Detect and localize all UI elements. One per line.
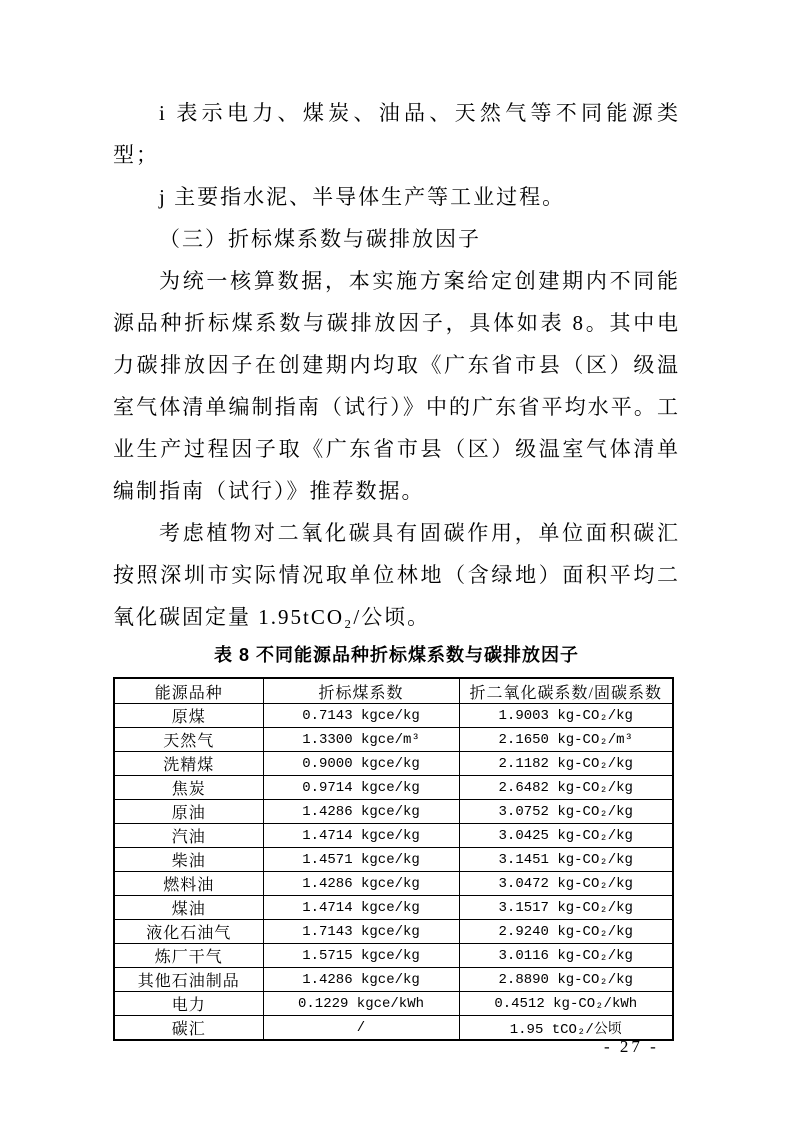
table-cell: 1.4286 kgce/kg — [263, 800, 459, 824]
table-row — [114, 800, 673, 824]
table-cell: 1.9003 kg-CO₂/kg — [459, 704, 673, 728]
table-cell: / — [263, 1016, 459, 1041]
table-cell: 燃料油 — [114, 872, 263, 896]
table-row — [114, 704, 673, 728]
header-co2-factor: 折二氧化碳系数/固碳系数 — [459, 678, 673, 704]
table-row — [114, 872, 673, 896]
table-row — [114, 728, 673, 752]
table-cell: 0.9714 kgce/kg — [263, 776, 459, 800]
table-cell: 原油 — [114, 800, 263, 824]
energy-factor-table — [113, 677, 674, 1041]
table-cell: 碳汇 — [114, 1016, 263, 1041]
table-row — [114, 992, 673, 1016]
table-cell: 0.9000 kgce/kg — [263, 752, 459, 776]
table-cell: 原煤 — [114, 704, 263, 728]
table-row — [114, 776, 673, 800]
table-row — [114, 848, 673, 872]
table-cell: 柴油 — [114, 848, 263, 872]
table-cell: 0.1229 kgce/kWh — [263, 992, 459, 1016]
table-cell: 电力 — [114, 992, 263, 1016]
table-cell: 1.4286 kgce/kg — [263, 872, 459, 896]
table-cell: 焦炭 — [114, 776, 263, 800]
table-cell: 3.0472 kg-CO₂/kg — [459, 872, 673, 896]
table-cell: 汽油 — [114, 824, 263, 848]
table-header-row — [114, 678, 673, 704]
table-cell: 0.7143 kgce/kg — [263, 704, 459, 728]
table-cell: 3.1517 kg-CO₂/kg — [459, 896, 673, 920]
table-cell: 3.1451 kg-CO₂/kg — [459, 848, 673, 872]
table-cell: 洗精煤 — [114, 752, 263, 776]
table-cell: 天然气 — [114, 728, 263, 752]
table-row — [114, 944, 673, 968]
table-cell: 3.0116 kg-CO₂/kg — [459, 944, 673, 968]
table-cell: 1.4714 kgce/kg — [263, 824, 459, 848]
section-heading: （三）折标煤系数与碳排放因子 — [159, 227, 481, 251]
paragraph-carbon-sink: 考虑植物对二氧化碳具有固碳作用，单位面积碳汇按照深圳市实际情况取单位林地（含绿地）面积平均二氧化碳固定量 1.95tCO₂/公顷。 — [113, 521, 680, 629]
table-cell: 0.4512 kg-CO₂/kWh — [459, 992, 673, 1016]
table-cell: 1.3300 kgce/m³ — [263, 728, 459, 752]
table-cell: 炼厂干气 — [114, 944, 263, 968]
page-number: - 27 - — [604, 1037, 659, 1056]
table-cell: 1.4286 kgce/kg — [263, 968, 459, 992]
table-cell: 1.4714 kgce/kg — [263, 896, 459, 920]
table-cell: 3.0752 kg-CO₂/kg — [459, 800, 673, 824]
document-content — [113, 92, 680, 1041]
table-row — [114, 896, 673, 920]
table-cell: 1.95 tCO₂/公顷 — [459, 1016, 673, 1041]
table-cell: 2.9240 kg-CO₂/kg — [459, 920, 673, 944]
paragraph-note-i: i 表示电力、煤炭、油品、天然气等不同能源类型； — [113, 101, 680, 167]
table-cell: 3.0425 kg-CO₂/kg — [459, 824, 673, 848]
table-row — [114, 920, 673, 944]
table-cell: 2.8890 kg-CO₂/kg — [459, 968, 673, 992]
table-row — [114, 824, 673, 848]
paragraph-factors: 为统一核算数据，本实施方案给定创建期内不同能源品种折标煤系数与碳排放因子，具体如表 8。其中电力碳排放因子在创建期内均取《广东省市县（区）级温室气体清单编制指南（试行）》中的广东省平均水平。工业生产过程因子取《广东省市县（区）级温室气体清单编制指南（试行）》推荐数据。 — [113, 269, 680, 503]
table-row — [114, 1016, 673, 1041]
paragraph-note-j: j 主要指水泥、半导体生产等工业过程。 — [159, 185, 566, 209]
header-energy-type: 能源品种 — [114, 678, 263, 704]
table-cell: 液化石油气 — [114, 920, 263, 944]
header-coal-factor: 折标煤系数 — [263, 678, 459, 704]
table-cell: 2.6482 kg-CO₂/kg — [459, 776, 673, 800]
table-cell: 2.1182 kg-CO₂/kg — [459, 752, 673, 776]
table-row — [114, 968, 673, 992]
table-cell: 2.1650 kg-CO₂/m³ — [459, 728, 673, 752]
table-cell: 1.7143 kgce/kg — [263, 920, 459, 944]
table-cell: 其他石油制品 — [114, 968, 263, 992]
table-cell: 煤油 — [114, 896, 263, 920]
table-row — [114, 752, 673, 776]
table-cell: 1.4571 kgce/kg — [263, 848, 459, 872]
table-caption: 表 8 不同能源品种折标煤系数与碳排放因子 — [213, 645, 579, 665]
table-cell: 1.5715 kgce/kg — [263, 944, 459, 968]
